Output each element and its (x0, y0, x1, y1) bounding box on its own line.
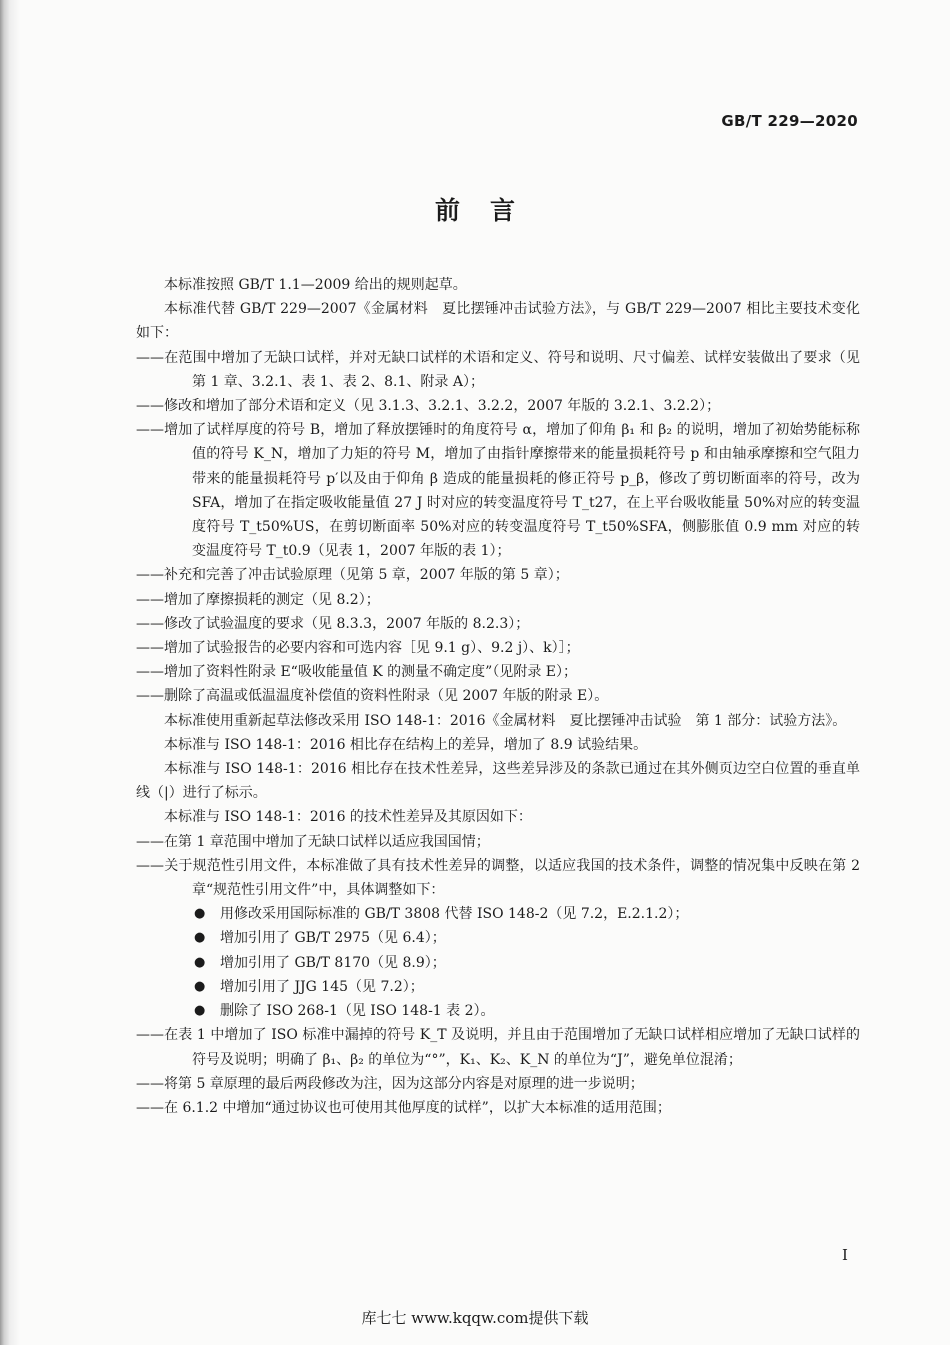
change-item: ——增加了试样厚度的符号 B，增加了释放摆锤时的角度符号 α，增加了仰角 β₁ 和 β₂ 的说明，增加了初始势能标称值的符号 K_N，增加了力矩的符号 M，增加了由指针摩擦带来的能量损耗符号 p 和由轴承摩擦和空气阻力带来的能量损耗符号 p′以及由于仰角 β 造成的能量损耗的修正符号 p_β，修改了剪切断面率的符号，改为 SFA，增加了在指定吸收能量值 27 J 时对应的转变温度符号 T_t27，在上平台吸收能量 50%对应的转变温度符号 T_t50%US，在剪切断面率 50%对应的转变温度符号 T_t50%SFA，侧膨胀值 0.9 mm 对应的转变温度符号 T_t0.9（见表 1，2007 年版的表 1）； (136, 422, 860, 560)
page-number: I (842, 1246, 848, 1264)
difference-item: ——将第 5 章原理的最后两段修改为注，因为这部分内容是对原理的进一步说明； (136, 1075, 644, 1092)
download-footer: 库七七 www.kqqw.com提供下载 (361, 1309, 589, 1327)
change-item: ——删除了高温或低温温度补偿值的资料性附录（见 2007 年版的附录 E）。 (136, 688, 609, 705)
change-item: ——在范围中增加了无缺口试样，并对无缺口试样的术语和定义、符号和说明、尺寸偏差、试样安装做出了要求（见第 1 章、3.2.1、表 1、表 2、8.1、附录 A）； (136, 349, 860, 390)
paragraph: 本标准按照 GB/T 1.1—2009 给出的规则起草。 (164, 277, 467, 293)
bullet-text: 用修改采用国际标准的 GB/T 3808 代替 ISO 148-2（见 7.2，E.2.1.2）； (220, 906, 689, 923)
bullet-item (136, 926, 860, 950)
bullet-dot-icon: ● (194, 954, 206, 970)
bullet-item (136, 951, 860, 975)
paragraph: 本标准与 ISO 148-1：2016 相比存在结构上的差异，增加了 8.9 试验结果。 (164, 736, 648, 753)
change-item: ——增加了摩擦损耗的测定（见 8.2）； (136, 591, 380, 608)
bullet-item (136, 902, 860, 926)
bullet-dot-icon: ● (194, 906, 206, 922)
bullet-text: 增加引用了 GB/T 8170（见 8.9）； (220, 954, 446, 971)
bullet-item (136, 999, 860, 1023)
paragraph: 本标准与 ISO 148-1：2016 的技术性差异及其原因如下： (164, 809, 532, 826)
foreword-body (136, 273, 860, 1120)
paragraph: 本标准与 ISO 148-1：2016 相比存在技术性差异，这些差异涉及的条款已通过在其外侧页边空白位置的垂直单线（|）进行了标示。 (136, 761, 860, 802)
bullet-text: 增加引用了 JJG 145（见 7.2）； (220, 978, 424, 995)
change-item: ——增加了试验报告的必要内容和可选内容［见 9.1 g）、9.2 j）、k）］； (136, 640, 580, 657)
difference-item: ——在表 1 中增加了 ISO 标准中漏掉的符号 K_T 及说明，并且由于范围增加了无缺口试样相应增加了无缺口试样的符号及说明；明确了 β₁、β₂ 的单位为“°”，K₁、K₂、K_N 的单位为“J”，避免单位混淆； (136, 1027, 860, 1068)
bullet-item (136, 975, 860, 999)
paragraph: 本标准代替 GB/T 229—2007《金属材料 夏比摆锤冲击试验方法》，与 GB/T 229—2007 相比主要技术变化如下： (136, 301, 860, 342)
bullet-text: 删除了 ISO 268-1（见 ISO 148-1 表 2）。 (220, 1003, 495, 1020)
change-item: ——补充和完善了冲击试验原理（见第 5 章，2007 年版的第 5 章）； (136, 567, 569, 584)
bullet-dot-icon: ● (194, 1003, 206, 1019)
difference-item: ——关于规范性引用文件，本标准做了具有技术性差异的调整，以适应我国的技术条件，调整的情况集中反映在第 2 章“规范性引用文件”中，具体调整如下： (136, 857, 860, 899)
bullet-dot-icon: ● (194, 930, 206, 946)
paragraph: 本标准使用重新起草法修改采用 ISO 148-1：2016《金属材料 夏比摆锤冲击试验 第 1 部分：试验方法》。 (164, 712, 847, 729)
change-item: ——修改了试验温度的要求（见 8.3.3，2007 年版的 8.2.3）； (136, 615, 530, 632)
bullet-text: 增加引用了 GB/T 2975（见 6.4）； (220, 930, 446, 947)
change-item: ——增加了资料性附录 E“吸收能量值 K 的测量不确定度”（见附录 E）； (136, 664, 578, 681)
change-item: ——修改和增加了部分术语和定义（见 3.1.3、3.2.1、3.2.2，2007 年版的 3.2.1、3.2.2）； (136, 398, 721, 415)
difference-item: ——在 6.1.2 中增加“通过协议也可使用其他厚度的试样”，以扩大本标准的适用范围； (136, 1099, 671, 1116)
standard-number: GB/T 229—2020 (721, 112, 858, 130)
difference-item: ——在第 1 章范围中增加了无缺口试样以适应我国国情； (136, 833, 490, 850)
page-title: 前言 (434, 196, 545, 225)
bullet-dot-icon: ● (194, 978, 206, 994)
